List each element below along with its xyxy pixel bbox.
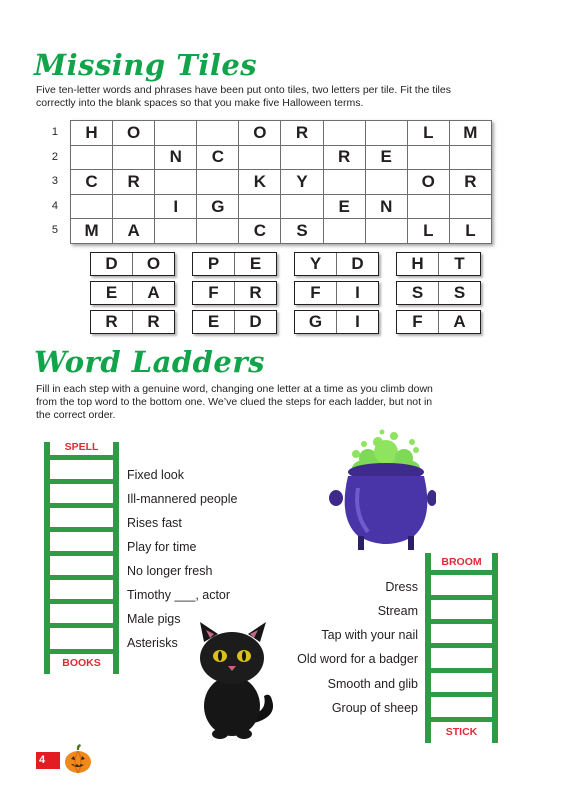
ladder-1-clue: Male pigs: [127, 612, 181, 626]
cauldron-icon: [328, 428, 436, 558]
ladder-top-word: SPELL: [64, 441, 99, 453]
grid-cell: M: [449, 121, 491, 146]
row-number: 3: [51, 175, 58, 188]
missing-tiles-grid: [70, 120, 492, 244]
row-number: 1: [51, 126, 58, 138]
ladder-rail: [492, 553, 498, 743]
ladder-rung: [425, 643, 498, 648]
tiles-area: [90, 252, 480, 339]
grid-cell[interactable]: [281, 194, 323, 219]
letter-tile[interactable]: [294, 310, 379, 334]
tile-letter: E: [193, 311, 235, 333]
grid-cell: E: [323, 194, 365, 219]
tile-letter: I: [355, 312, 360, 331]
grid-cell[interactable]: [155, 219, 197, 244]
ladder-rung: [425, 692, 498, 697]
ladder-rung: [425, 717, 498, 722]
grid-cell: G: [197, 194, 239, 219]
intro-line: Five ten-letter words and phrases have been put onto tiles, two letters per tile. Fit the tiles: [36, 84, 451, 96]
grid-cell: O: [239, 121, 281, 146]
grid-cell[interactable]: [323, 219, 365, 244]
tile-row: [90, 310, 480, 334]
tile-row: [90, 252, 480, 276]
ladder-rung: [425, 668, 498, 673]
tile-letter: F: [295, 282, 337, 304]
tile-row: [90, 281, 480, 305]
tile-letter: F: [397, 311, 439, 333]
grid-cell[interactable]: [323, 121, 365, 146]
grid-cell[interactable]: [365, 219, 407, 244]
letter-tile[interactable]: [294, 252, 379, 276]
grid-cell[interactable]: [407, 194, 449, 219]
row-numbers: [46, 121, 60, 244]
tile-letter: Y: [295, 253, 337, 275]
letter-tile[interactable]: [90, 252, 175, 276]
grid-cell[interactable]: [71, 145, 113, 170]
grid-row: [71, 170, 492, 195]
ladder-1-clue: No longer fresh: [127, 564, 213, 578]
ladder-2-clue: Group of sheep: [331, 701, 418, 715]
tile-letter: D: [351, 254, 364, 273]
row-number: 2: [51, 150, 58, 163]
ladder-1-clue: Fixed look: [127, 468, 184, 482]
tile-letter: G: [295, 311, 337, 333]
letter-tile[interactable]: [294, 281, 379, 305]
ladder-bottom-word: STICK: [445, 726, 478, 738]
letter-tile[interactable]: [396, 252, 481, 276]
ladder-rung: [425, 619, 498, 624]
grid-cell[interactable]: [155, 170, 197, 195]
grid-row: [71, 219, 492, 244]
row-number: 5: [51, 224, 58, 237]
ladder-bottom-word: BOOKS: [62, 657, 101, 669]
intro-line: correctly into the blank spaces so that you make five Halloween terms.: [36, 97, 364, 109]
grid-cell[interactable]: [365, 170, 407, 195]
grid-cell[interactable]: [113, 145, 155, 170]
grid-row: [71, 121, 492, 146]
grid-row: [71, 145, 492, 170]
ladder-rung: [44, 455, 119, 460]
ladder-2-clue: Tap with your nail: [321, 628, 418, 642]
grid-cell[interactable]: [197, 219, 239, 244]
ladder-rung: [44, 623, 119, 628]
word-ladders-intro: [36, 383, 536, 422]
tile-letter: E: [91, 282, 133, 304]
tile-letter: H: [397, 253, 439, 275]
grid-cell[interactable]: [71, 194, 113, 219]
ladder-1-clue: Play for time: [127, 540, 197, 554]
tile-letter: A: [147, 283, 160, 302]
intro-line: Fill in each step with a genuine word, changing one letter at a time as you climb down: [36, 383, 433, 395]
grid-cell: I: [155, 194, 197, 219]
tile-letter: D: [91, 253, 133, 275]
ladder-1-clue: Timothy ___, actor: [127, 588, 231, 602]
grid-cell: K: [239, 170, 281, 195]
tile-letter: R: [91, 311, 133, 333]
missing-tiles-intro: [36, 84, 536, 110]
ladder-1-clue: Ill-mannered people: [127, 492, 238, 506]
grid-cell[interactable]: [323, 170, 365, 195]
ladder-rail: [44, 442, 50, 674]
intro-line: from the top word to the bottom one. We’ve clued the steps for each ladder, but not in: [36, 396, 433, 408]
ladder-1-clue: Rises fast: [127, 516, 182, 530]
grid-cell: C: [239, 219, 281, 244]
missing-tiles-title: Missing Tiles: [34, 48, 258, 82]
ladder-2-clue: Smooth and glib: [327, 677, 418, 691]
ladder-rung: [44, 503, 119, 508]
tile-letter: T: [454, 254, 465, 273]
ladder-rung: [44, 599, 119, 604]
intro-line: the correct order.: [36, 409, 116, 421]
tile-letter: S: [453, 283, 466, 302]
grid-cell: C: [197, 145, 239, 170]
letter-tile[interactable]: [192, 310, 277, 334]
ladder-2-clue: Stream: [377, 604, 418, 618]
ladder-2-clue: Old word for a badger: [297, 652, 418, 666]
grid-cell[interactable]: [197, 170, 239, 195]
ladder-rung: [44, 527, 119, 532]
grid-cell: E: [365, 145, 407, 170]
ladder-rung: [44, 551, 119, 556]
grid-cell: L: [449, 219, 491, 244]
letter-tile[interactable]: [90, 310, 175, 334]
word-ladders-title: Word Ladders: [34, 345, 265, 379]
row-number: 4: [51, 199, 58, 212]
grid-cell: C: [71, 170, 113, 195]
grid-cell[interactable]: [239, 145, 281, 170]
grid-cell[interactable]: [113, 194, 155, 219]
ladder-rung: [44, 479, 119, 484]
grid-cell[interactable]: [239, 194, 281, 219]
ladder-1-clue: Asterisks: [127, 636, 178, 650]
grid-cell: N: [365, 194, 407, 219]
page-number: 4: [36, 752, 60, 769]
grid-cell[interactable]: [197, 121, 239, 146]
grid-cell: Y: [281, 170, 323, 195]
grid-cell: L: [407, 219, 449, 244]
tile-letter: O: [146, 254, 161, 273]
grid-cell: L: [407, 121, 449, 146]
grid-cell: M: [71, 219, 113, 244]
tile-letter: I: [355, 283, 360, 302]
grid-cell: A: [113, 219, 155, 244]
grid-cell: R: [281, 121, 323, 146]
grid-cell: H: [71, 121, 113, 146]
letter-tile[interactable]: [192, 281, 277, 305]
grid-cell: R: [113, 170, 155, 195]
grid-cell: R: [449, 170, 491, 195]
grid-cell: O: [113, 121, 155, 146]
black-cat-icon: [190, 622, 280, 740]
grid-cell: O: [407, 170, 449, 195]
ladder-rung: [44, 649, 119, 654]
grid-cell[interactable]: [449, 194, 491, 219]
ladder-rung: [44, 575, 119, 580]
tile-letter: P: [193, 253, 235, 275]
ladder-rung: [425, 570, 498, 575]
tile-letter: R: [147, 312, 160, 331]
grid-cell: S: [281, 219, 323, 244]
letter-tile[interactable]: [192, 252, 277, 276]
grid-cell: N: [155, 145, 197, 170]
grid-cell[interactable]: [365, 121, 407, 146]
tile-letter: D: [249, 312, 262, 331]
ladder-rail: [113, 442, 119, 674]
tile-letter: A: [453, 312, 466, 331]
tile-letter: R: [249, 283, 262, 302]
tile-letter: S: [397, 282, 439, 304]
ladder-top-word: BROOM: [441, 556, 482, 568]
grid-cell[interactable]: [407, 145, 449, 170]
ladder-rail: [425, 553, 431, 743]
ladder-2-clue: Dress: [385, 580, 418, 594]
ladder-rung: [425, 595, 498, 600]
grid-cell[interactable]: [449, 145, 491, 170]
tile-letter: E: [249, 254, 262, 273]
grid-cell[interactable]: [155, 121, 197, 146]
grid-row: [71, 194, 492, 219]
letter-tile[interactable]: [396, 281, 481, 305]
letter-tile[interactable]: [396, 310, 481, 334]
letter-tile[interactable]: [90, 281, 175, 305]
grid-cell: R: [323, 145, 365, 170]
grid-cell[interactable]: [281, 145, 323, 170]
tile-letter: F: [193, 282, 235, 304]
pumpkin-icon: [64, 744, 92, 774]
